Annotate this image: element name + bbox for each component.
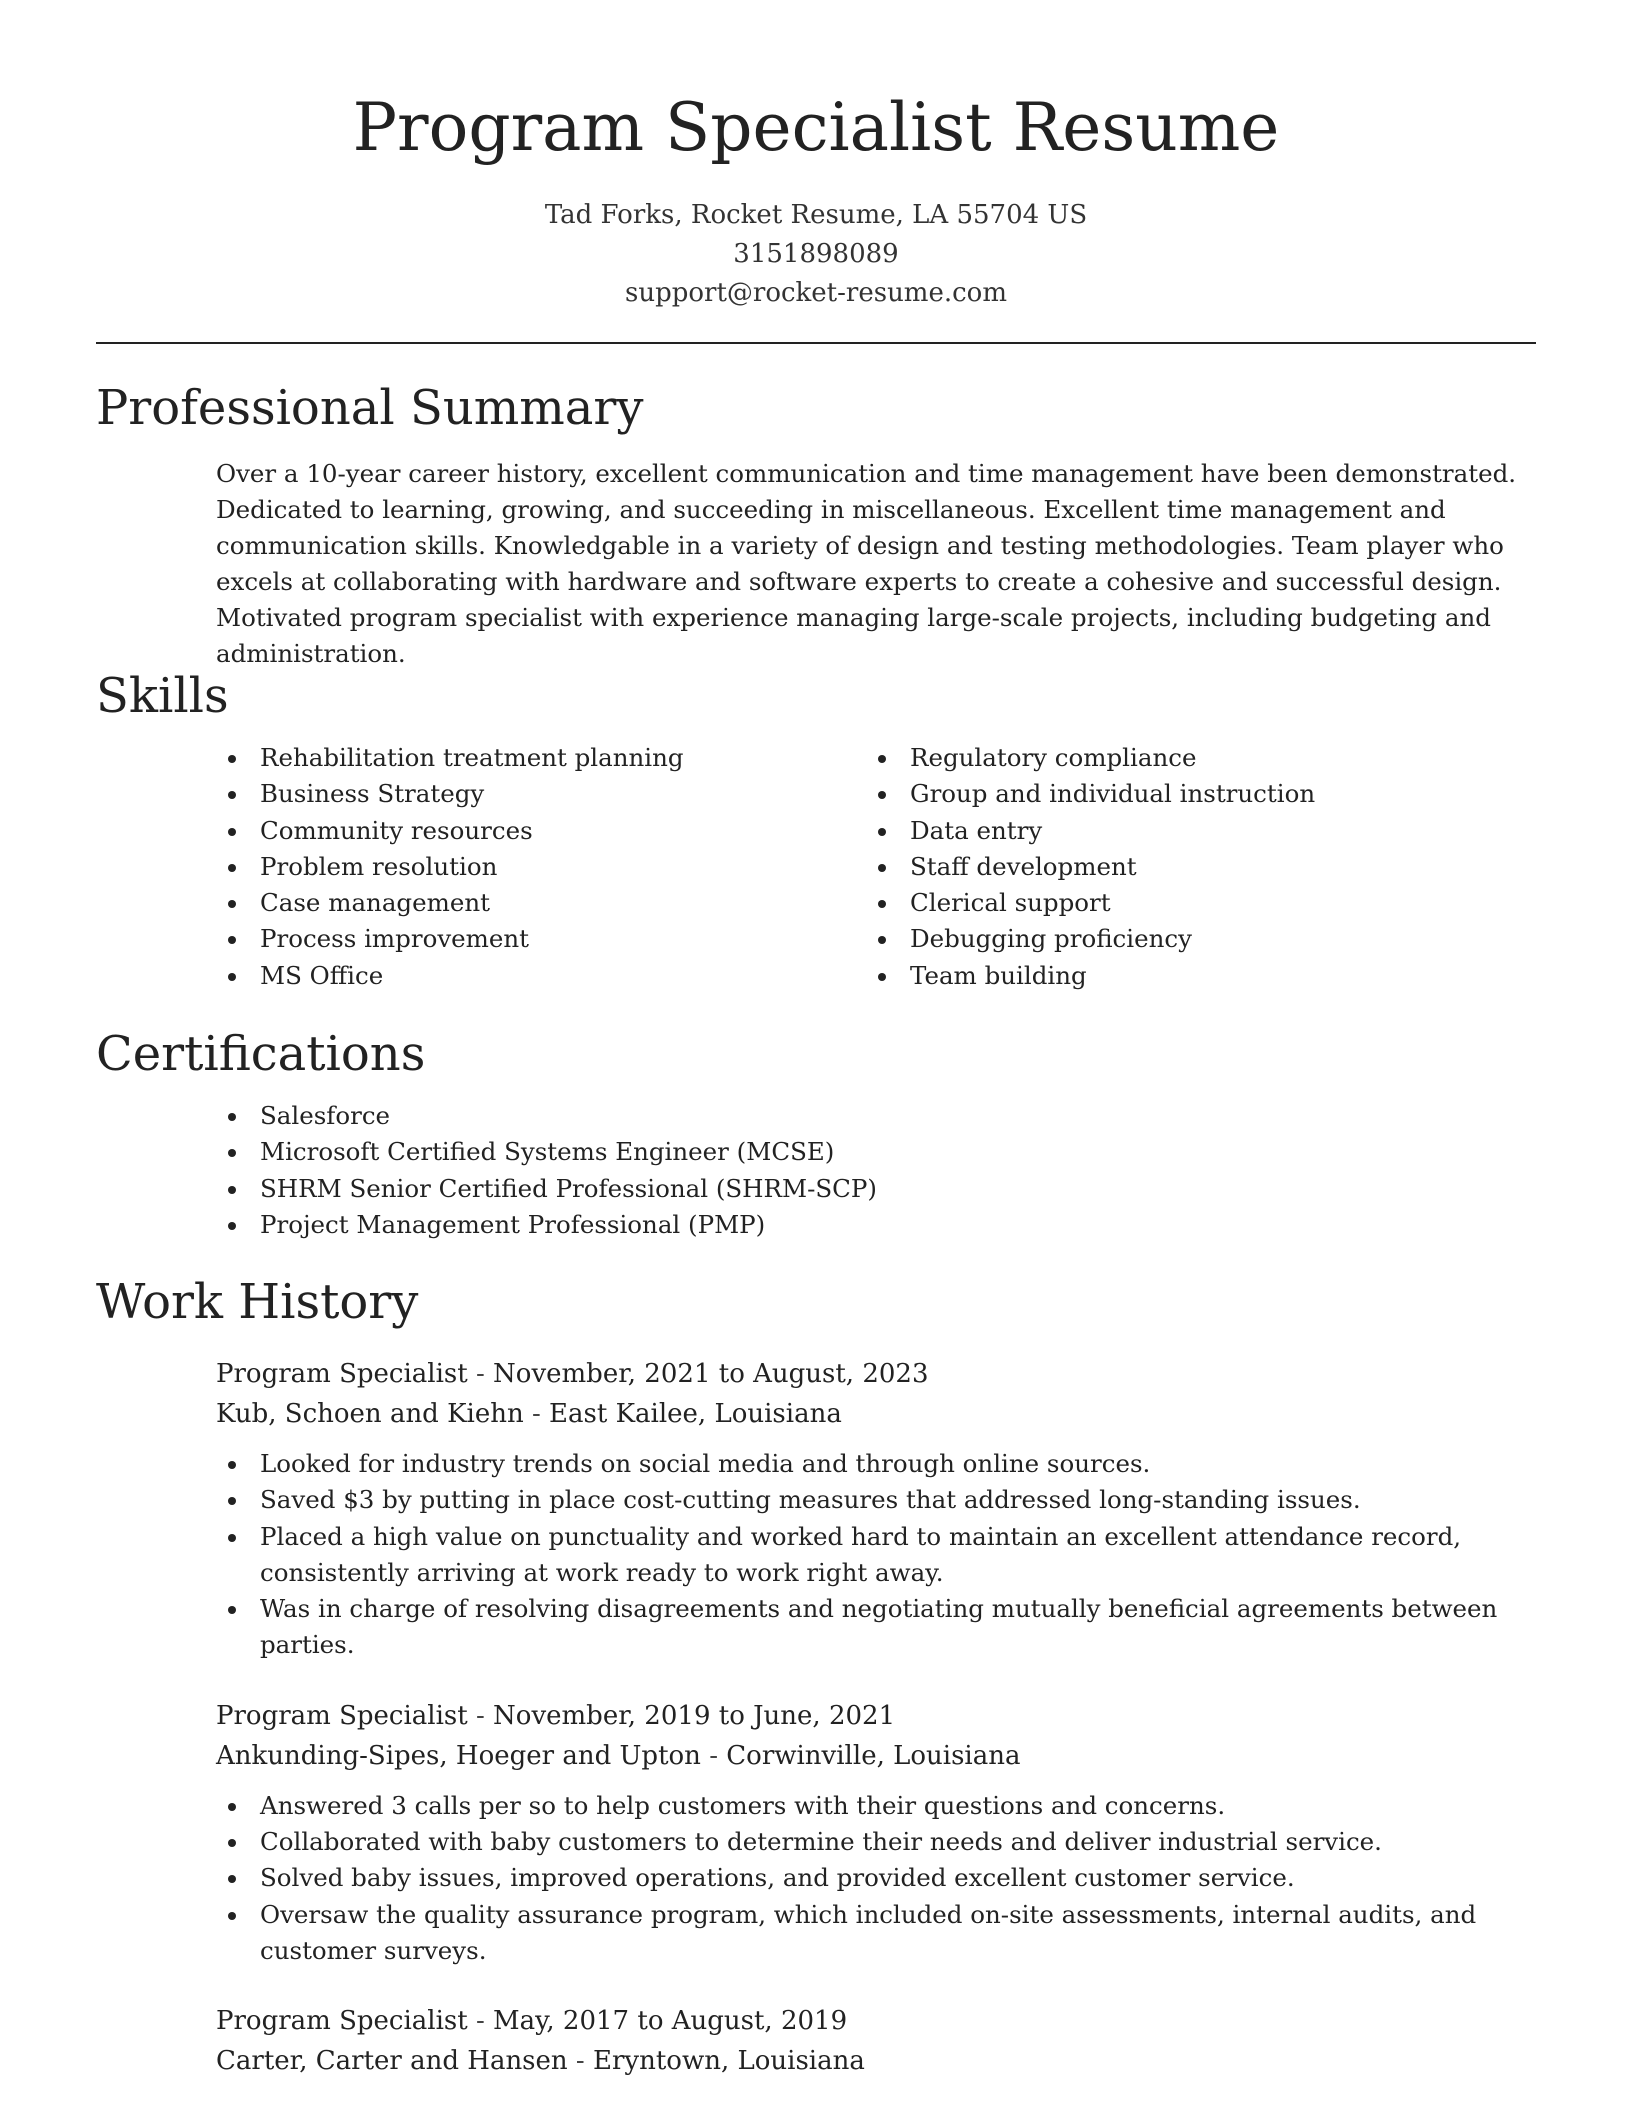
skills-list-right: [866, 740, 1516, 994]
contact-email: support@rocket-resume.com: [624, 278, 1007, 308]
job-bullets: [216, 1788, 1536, 1969]
skill-item: Team building: [866, 958, 1516, 994]
skills-list-left: [216, 740, 866, 994]
skill-item: MS Office: [216, 958, 866, 994]
skill-item: Group and individual instruction: [866, 776, 1516, 812]
contact-address: Tad Forks, Rocket Resume, LA 55704 US: [544, 200, 1088, 230]
job-title: Program Specialist: [216, 1700, 468, 1731]
skill-item: Problem resolution: [216, 849, 866, 885]
job-title: Program Specialist: [216, 2006, 468, 2037]
skill-item: Process improvement: [216, 921, 866, 957]
job-bullet: Saved $3 by putting in place cost-cutting measures that addressed long-standing issues.: [216, 1482, 1536, 1518]
skill-item: Clerical support: [866, 885, 1516, 921]
job-location: East Kailee, Louisiana: [549, 1399, 842, 1429]
job-bullet: Placed a high value on punctuality and worked hard to maintain an excellent attendance record, consistently arriving at work ready to work right away.: [216, 1519, 1536, 1592]
skill-item: Staff development: [866, 849, 1516, 885]
page-title: Program Specialist Resume: [352, 89, 1280, 166]
certification-item: Salesforce: [216, 1098, 1536, 1134]
job-company: Ankunding-Sipes, Hoeger and Upton: [216, 1740, 701, 1771]
summary-text: Over a 10-year career history, excellent communication and time management have been demonstrated. Dedicated to learning, growing, and succeeding in miscellaneous. Excellent time management and communication skills. Knowledgable in a variety of design and testing methodologies. Team player who excels at collaborating with hardware and software experts to create a cohesive and successful design. Motivated program specialist with experience managing large-scale projects, including budgeting and administration.: [216, 459, 1517, 668]
work-history-section: [96, 1272, 1536, 2081]
skill-item: Data entry: [866, 813, 1516, 849]
certification-item: Project Management Professional (PMP): [216, 1207, 1536, 1243]
job-bullet: Collaborated with baby customers to determine their needs and deliver industrial service.: [216, 1824, 1536, 1860]
certifications-list: [216, 1098, 1536, 1243]
skill-item: Rehabilitation treatment planning: [216, 740, 866, 776]
job-dates: May, 2017 to August, 2019: [493, 2006, 848, 2037]
job-bullets: [216, 1446, 1536, 1664]
job-bullet: Solved baby issues, improved operations, and provided excellent customer service.: [216, 1860, 1536, 1896]
job-entry: [216, 2001, 1536, 2081]
skill-item: Debugging proficiency: [866, 921, 1516, 957]
summary-section: [96, 378, 1536, 672]
job-title-line: Program Specialist - November, 2021 to August, 2023: [216, 1359, 929, 1389]
certifications-heading: Certifications: [96, 1026, 426, 1082]
job-company-line: Ankunding-Sipes, Hoeger and Upton - Corwinville, Louisiana: [216, 1740, 1021, 1771]
skill-item: Business Strategy: [216, 776, 866, 812]
certification-item: SHRM Senior Certified Professional (SHRM-SCP): [216, 1171, 1536, 1207]
skills-grid: [216, 740, 1536, 994]
resume-header: [0, 0, 1632, 313]
job-entry: [216, 1696, 1536, 1969]
skills-section: [96, 666, 1536, 994]
job-bullet: Was in charge of resolving disagreements and negotiating mutually beneficial agreements between parties.: [216, 1591, 1536, 1664]
skills-heading: Skills: [96, 668, 229, 724]
job-company-line: Carter, Carter and Hansen - Eryntown, Louisiana: [216, 2046, 865, 2077]
skill-item: Community resources: [216, 813, 866, 849]
skill-item: Regulatory compliance: [866, 740, 1516, 776]
job-bullet: Looked for industry trends on social media and through online sources.: [216, 1446, 1536, 1482]
certifications-section: [96, 1024, 1536, 1243]
job-title-line: Program Specialist - May, 2017 to August, 2019: [216, 2006, 848, 2037]
contact-phone: 3151898089: [733, 239, 899, 269]
job-dates: November, 2019 to June, 2021: [493, 1700, 896, 1731]
job-entry: [216, 1354, 1536, 1664]
job-bullet: Answered 3 calls per so to help customers with their questions and concerns.: [216, 1788, 1536, 1824]
summary-heading: Professional Summary: [96, 380, 644, 436]
certification-item: Microsoft Certified Systems Engineer (MCSE): [216, 1134, 1536, 1170]
job-title: Program Specialist: [216, 1359, 468, 1389]
header-divider: [96, 342, 1536, 344]
job-company-line: Kub, Schoen and Kiehn - East Kailee, Louisiana: [216, 1399, 842, 1429]
work-history-heading: Work History: [96, 1274, 419, 1330]
job-dates: November, 2021 to August, 2023: [493, 1359, 929, 1389]
job-location: Eryntown, Louisiana: [593, 2046, 865, 2077]
job-title-line: Program Specialist - November, 2019 to June, 2021: [216, 1700, 896, 1731]
skill-item: Case management: [216, 885, 866, 921]
job-company: Carter, Carter and Hansen: [216, 2046, 568, 2077]
contact-info: [0, 196, 1632, 313]
job-bullet: Oversaw the quality assurance program, which included on-site assessments, internal audits, and customer surveys.: [216, 1897, 1536, 1970]
job-location: Corwinville, Louisiana: [726, 1740, 1021, 1771]
job-company: Kub, Schoen and Kiehn: [216, 1399, 524, 1429]
